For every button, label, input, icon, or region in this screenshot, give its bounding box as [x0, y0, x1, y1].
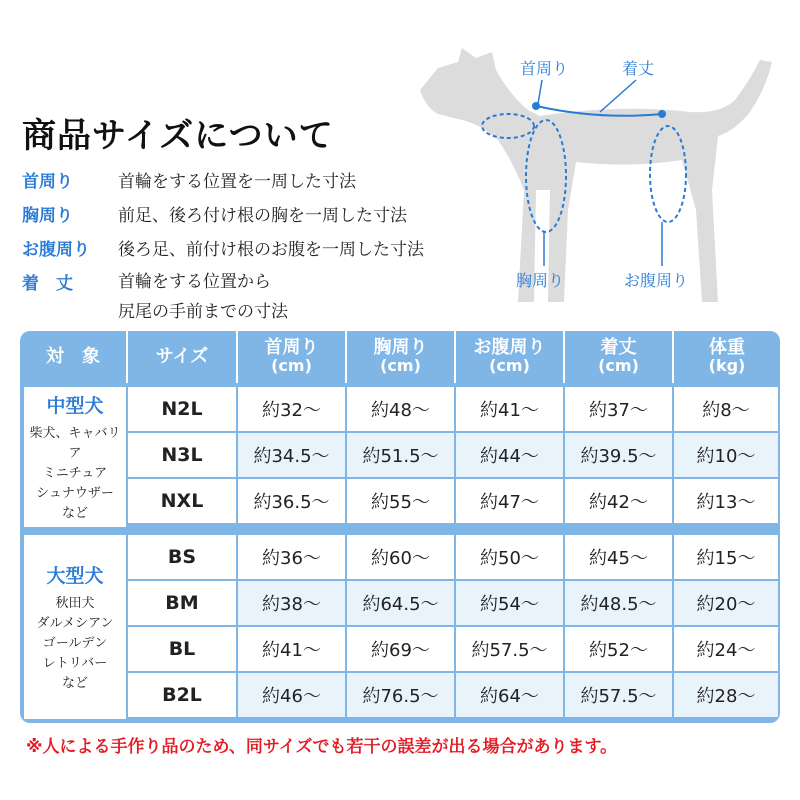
cell-neck: 約36.5〜: [238, 479, 345, 523]
dog-silhouette-icon: [420, 48, 772, 302]
header-label: 着丈: [600, 337, 637, 358]
group-title: 大型犬: [46, 564, 104, 587]
header-unit: (cm): [271, 356, 312, 375]
definition-desc-line: 尻尾の手前までの寸法: [118, 302, 288, 322]
cell-length: 約52〜: [565, 627, 672, 671]
definition-belly: [22, 233, 424, 267]
definition-term: 首周り: [22, 172, 73, 192]
length-leader-line: [600, 80, 636, 112]
header-belly: [456, 331, 565, 383]
dog-label-belly: お腹周り: [624, 271, 689, 290]
dog-label-neck: 首周り: [520, 59, 569, 78]
group-breed: など: [61, 675, 88, 691]
group-title: 中型犬: [46, 394, 104, 417]
group-medium-dogs: [24, 387, 126, 527]
cell-belly: 約50〜: [456, 535, 563, 579]
header-label: サイズ: [155, 346, 209, 367]
size-cell: BM: [128, 581, 236, 625]
header-size: [128, 331, 238, 383]
cell-belly: 約54〜: [456, 581, 563, 625]
header-unit: (cm): [489, 356, 530, 375]
cell-belly: 約41〜: [456, 387, 563, 431]
cell-weight: 約10〜: [674, 433, 778, 477]
cell-chest: 約60〜: [347, 535, 454, 579]
cell-belly: 約47〜: [456, 479, 563, 523]
header-label: 首周り: [264, 337, 319, 358]
definition-desc-line: 首輪をする位置から: [118, 272, 271, 292]
definition-desc: 後ろ足、前付け根のお腹を一周した寸法: [118, 240, 424, 260]
cell-neck: 約41〜: [238, 627, 345, 671]
cell-chest: 約76.5〜: [347, 673, 454, 717]
cell-chest: 約48〜: [347, 387, 454, 431]
definition-term: 着 丈: [22, 274, 73, 294]
header-unit: (kg): [708, 356, 746, 375]
definition-term: 胸周り: [22, 206, 73, 226]
cell-weight: 約8〜: [674, 387, 778, 431]
group-breed: ミニチュア: [42, 465, 108, 481]
length-end-dot: [658, 110, 666, 118]
definition-desc: [118, 267, 288, 327]
size-definitions: [22, 165, 424, 327]
cell-belly: 約57.5〜: [456, 627, 563, 671]
group-breed: レトリバー: [42, 655, 108, 671]
cell-chest: 約51.5〜: [347, 433, 454, 477]
header-unit: (cm): [380, 356, 421, 375]
group-breed: 柴犬、キャバリア: [29, 425, 121, 461]
cell-weight: 約20〜: [674, 581, 778, 625]
definition-term: お腹周り: [22, 240, 90, 260]
definition-length: [22, 267, 424, 327]
cell-neck: 約34.5〜: [238, 433, 345, 477]
dog-label-length: 着丈: [622, 59, 655, 78]
header-unit: (cm): [598, 356, 639, 375]
cell-length: 約42〜: [565, 479, 672, 523]
cell-weight: 約24〜: [674, 627, 778, 671]
group-breed: ダルメシアン: [36, 615, 114, 631]
cell-neck: 約36〜: [238, 535, 345, 579]
header-length: [565, 331, 674, 383]
group-breed: シュナウザー: [36, 485, 114, 501]
header-label: 対 象: [46, 346, 100, 367]
header-neck: [238, 331, 347, 383]
cell-length: 約45〜: [565, 535, 672, 579]
group-breed: など: [61, 505, 88, 521]
size-table: [20, 331, 780, 723]
definition-chest: [22, 199, 424, 233]
size-cell: N2L: [128, 387, 236, 431]
cell-neck: 約38〜: [238, 581, 345, 625]
cell-length: 約48.5〜: [565, 581, 672, 625]
group-breed: 秋田犬: [55, 595, 95, 611]
definition-desc: 前足、後ろ付け根の胸を一周した寸法: [118, 206, 407, 226]
dog-measurement-illustration: [400, 40, 800, 340]
size-cell: BS: [128, 535, 236, 579]
page-title: 商品サイズについて: [22, 116, 334, 156]
neck-leader-line: [538, 80, 542, 104]
size-cell: B2L: [128, 673, 236, 717]
cell-belly: 約64〜: [456, 673, 563, 717]
header-label: お腹周り: [473, 337, 546, 358]
header-chest: [347, 331, 456, 383]
group-breed: ゴールデン: [42, 635, 108, 651]
header-label: 体重: [709, 337, 745, 358]
size-cell: BL: [128, 627, 236, 671]
cell-chest: 約55〜: [347, 479, 454, 523]
definition-desc: 首輪をする位置を一周した寸法: [118, 172, 356, 192]
definition-neck: [22, 165, 424, 199]
cell-chest: 約69〜: [347, 627, 454, 671]
handmade-notice: ※人による手作り品のため、同サイズでも若干の誤差が出る場合があります。: [26, 737, 618, 757]
dog-label-chest: 胸周り: [516, 271, 565, 290]
cell-chest: 約64.5〜: [347, 581, 454, 625]
cell-neck: 約32〜: [238, 387, 345, 431]
cell-length: 約57.5〜: [565, 673, 672, 717]
size-cell: N3L: [128, 433, 236, 477]
cell-belly: 約44〜: [456, 433, 563, 477]
cell-length: 約37〜: [565, 387, 672, 431]
cell-length: 約39.5〜: [565, 433, 672, 477]
header-target: [20, 331, 128, 383]
header-label: 胸周り: [373, 337, 428, 358]
cell-weight: 約15〜: [674, 535, 778, 579]
size-cell: NXL: [128, 479, 236, 523]
group-large-dogs: [24, 535, 126, 719]
cell-neck: 約46〜: [238, 673, 345, 717]
header-weight: [674, 331, 780, 383]
cell-weight: 約13〜: [674, 479, 778, 523]
cell-weight: 約28〜: [674, 673, 778, 717]
